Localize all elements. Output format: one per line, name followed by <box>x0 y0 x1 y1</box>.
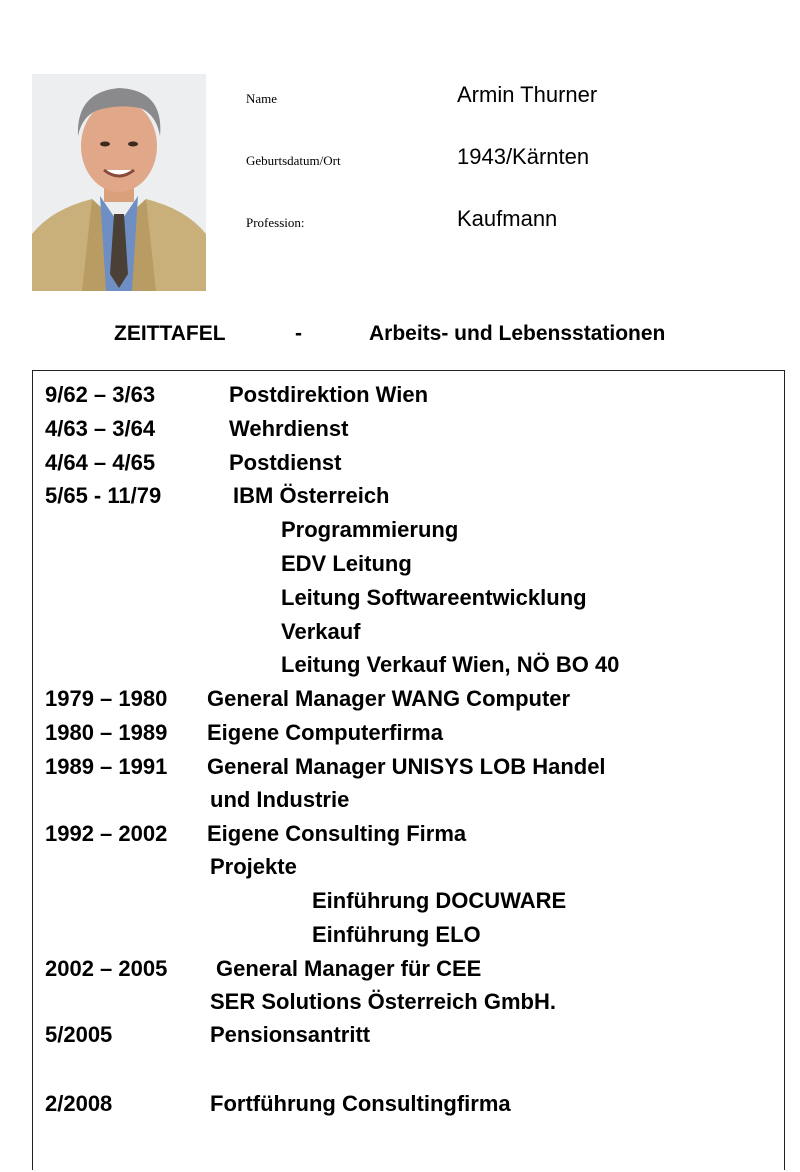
timeline-text: General Manager UNISYS LOB Handel <box>207 754 606 779</box>
timeline-subitem: Einführung DOCUWARE <box>312 888 567 913</box>
timeline-date: 1989 – 1991 <box>45 754 168 779</box>
timeline-continuation: SER Solutions Österreich GmbH. <box>210 989 556 1014</box>
timeline-continuation: und Industrie <box>210 787 350 812</box>
timeline-text: Wehrdienst <box>229 416 349 441</box>
timeline-date: 2/2008 <box>45 1091 113 1116</box>
profile-photo <box>32 74 206 291</box>
timeline-date: 5/2005 <box>45 1022 113 1047</box>
timeline-date: 1992 – 2002 <box>45 821 168 846</box>
profession-label: Profession: <box>246 215 305 230</box>
name-label: Name <box>246 91 278 106</box>
timeline-text: Postdirektion Wien <box>229 382 429 407</box>
timeline-text: Fortführung Consultingfirma <box>210 1091 511 1116</box>
timeline-subitem: Programmierung <box>281 517 459 542</box>
timeline-date: 4/63 – 3/64 <box>45 416 156 441</box>
timeline-date: 1980 – 1989 <box>45 720 168 745</box>
timeline-text: Postdienst <box>229 450 342 475</box>
timeline-text: Pensionsantritt <box>210 1022 371 1047</box>
timeline-text: IBM Österreich <box>233 483 390 508</box>
timeline-text: Eigene Consulting Firma <box>207 821 467 846</box>
birth-label: Geburtsdatum/Ort <box>246 153 341 168</box>
birth-value: 1943/Kärnten <box>457 144 590 169</box>
timeline-subitem: Einführung ELO <box>312 922 481 947</box>
timeline-date: 4/64 – 4/65 <box>45 450 156 475</box>
timeline-date: 5/65 - 11/79 <box>45 483 162 508</box>
timeline-date: 1979 – 1980 <box>45 686 168 711</box>
timeline-subitem: Verkauf <box>281 619 361 644</box>
timeline-subitem: Leitung Verkauf Wien, NÖ BO 40 <box>281 652 620 677</box>
heading-separator: - <box>295 322 302 345</box>
profession-value: Kaufmann <box>457 206 558 231</box>
heading-subtitle: Arbeits- und Lebensstationen <box>369 322 666 345</box>
timeline-text: Eigene Computerfirma <box>207 720 443 745</box>
timeline-subitem: EDV Leitung <box>281 551 412 576</box>
timeline-text: General Manager für CEE <box>216 956 482 981</box>
timeline-continuation: Projekte <box>210 854 297 879</box>
name-value: Armin Thurner <box>457 82 598 107</box>
portrait-image <box>32 74 206 291</box>
heading-title: ZEITTAFEL <box>114 322 226 345</box>
timeline-date: 2002 – 2005 <box>45 956 168 981</box>
timeline-date: 9/62 – 3/63 <box>45 382 156 407</box>
timeline-text: General Manager WANG Computer <box>207 686 571 711</box>
timeline-subitem: Leitung Softwareentwicklung <box>281 585 587 610</box>
